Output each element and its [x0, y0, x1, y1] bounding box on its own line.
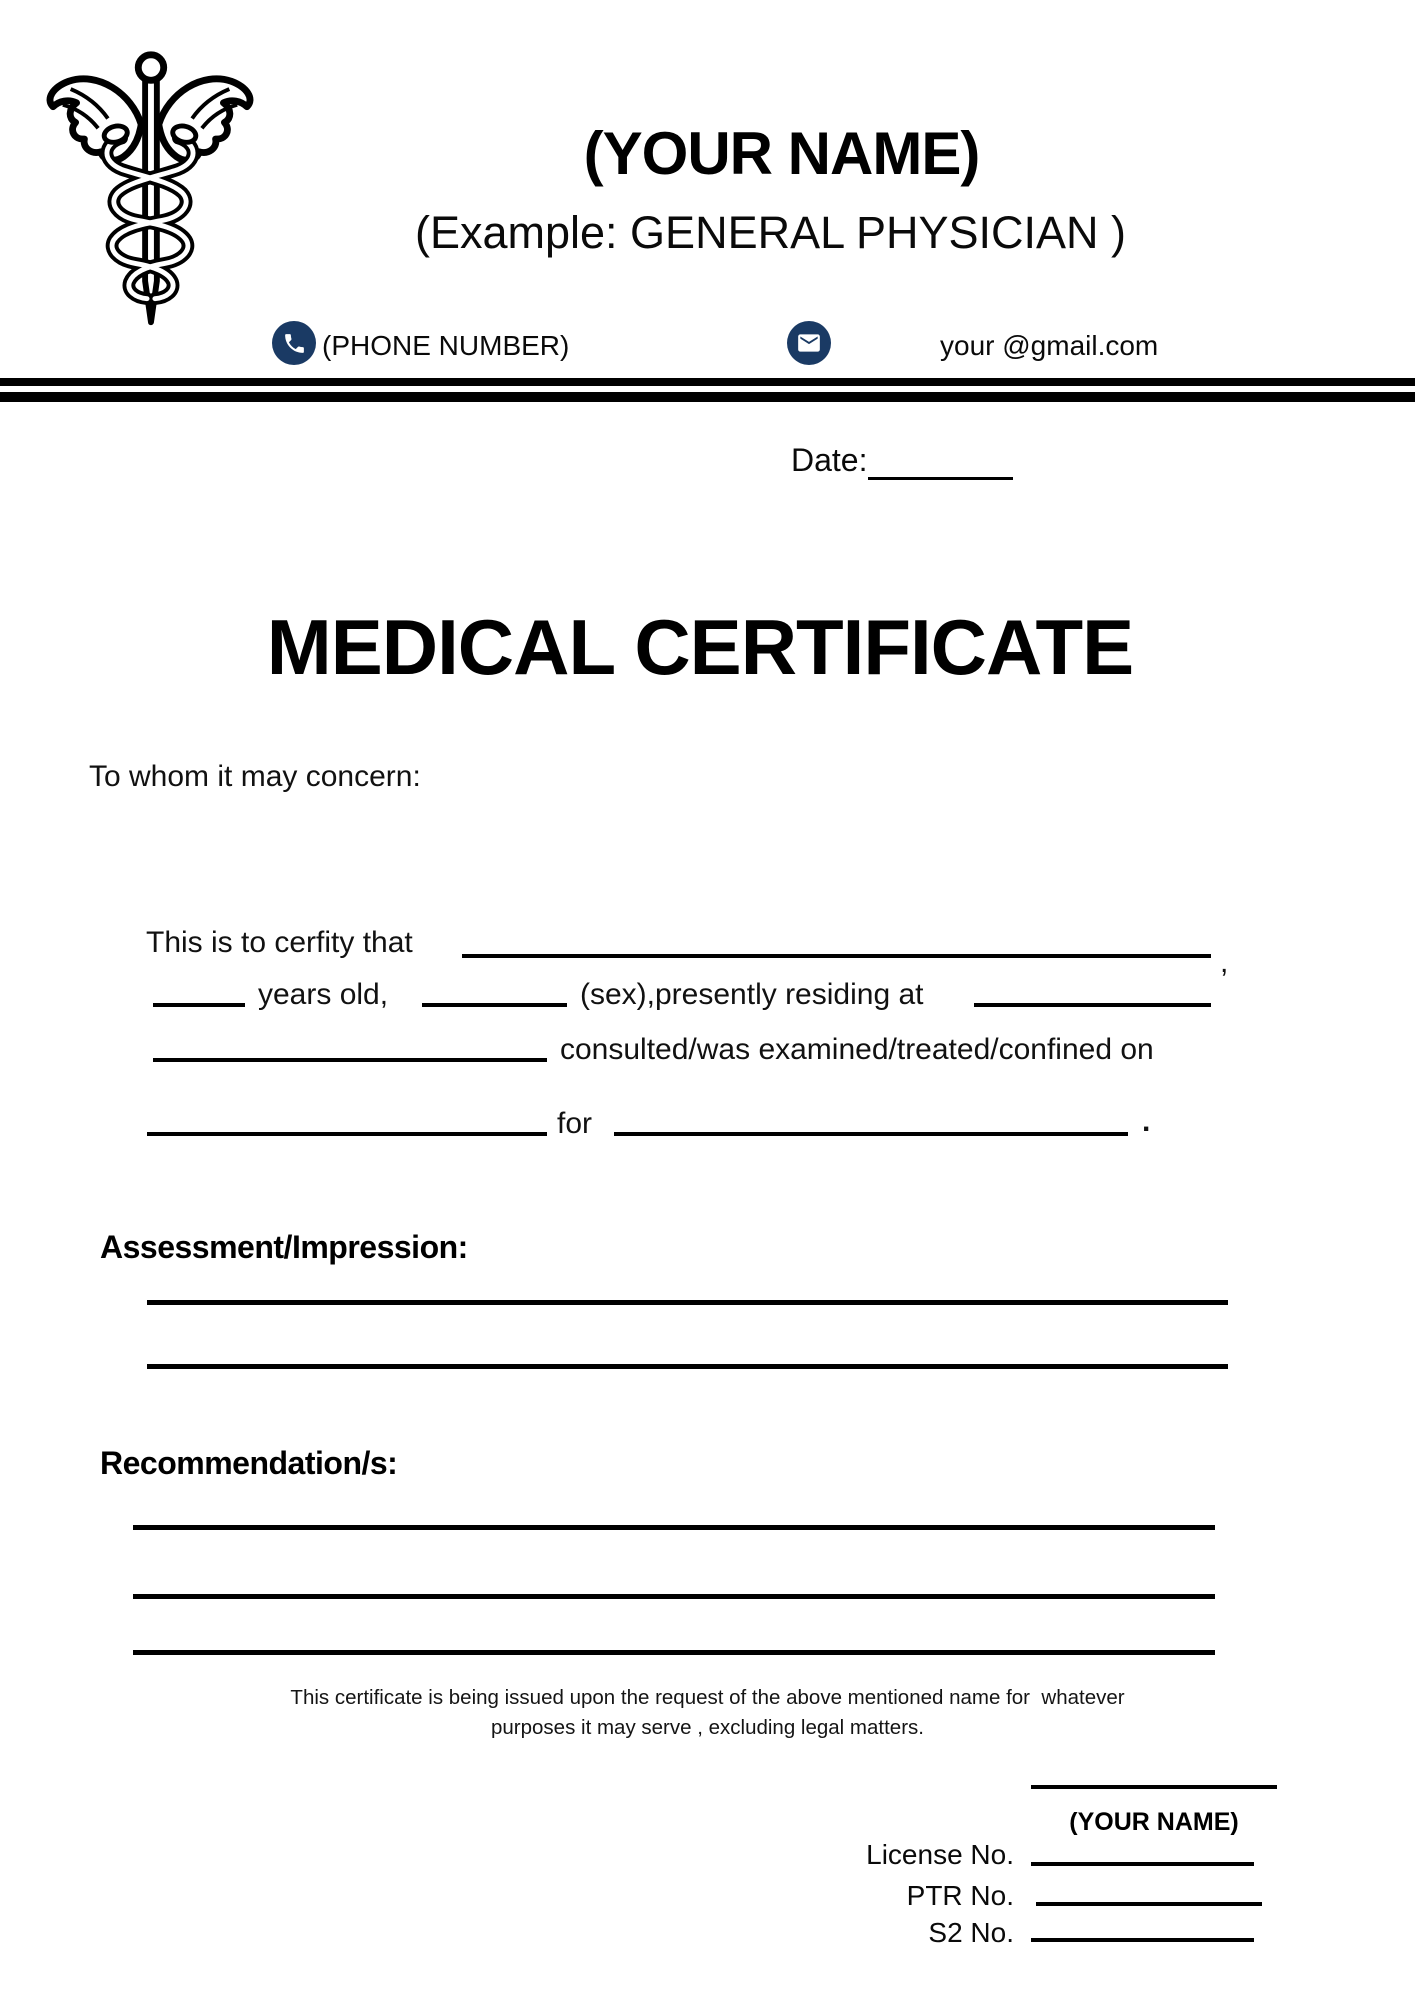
assessment-line-2	[147, 1364, 1228, 1369]
ptr-no-label: PTR No.	[906, 1880, 1014, 1911]
salutation: To whom it may concern:	[89, 760, 421, 793]
sex-blank	[422, 1003, 567, 1007]
for-text: for	[557, 1107, 593, 1140]
header-rule-thin	[0, 378, 1415, 386]
date-label: Date:	[791, 442, 868, 478]
doctor-title: (Example: GENERAL PHYSICIAN )	[414, 207, 1126, 258]
s2-no-label: S2 No.	[928, 1917, 1014, 1948]
phone-number: (PHONE NUMBER)	[322, 330, 570, 361]
recommendation-heading: Recommendation/s:	[100, 1445, 398, 1481]
period-text: .	[1142, 1105, 1151, 1138]
email-address: your @gmail.com	[940, 330, 1159, 361]
caduceus-icon	[36, 46, 264, 330]
signature-line	[1031, 1785, 1277, 1789]
license-no-label: License No.	[866, 1839, 1014, 1870]
header-rule-thick	[0, 392, 1415, 402]
address-blank-2	[153, 1058, 547, 1062]
recommendation-line-2	[133, 1594, 1215, 1599]
comma-text: ,	[1220, 946, 1229, 979]
doctor-name: (YOUR NAME)	[583, 120, 980, 187]
email-icon	[787, 321, 831, 365]
document-title: MEDICAL CERTIFICATE	[266, 603, 1134, 691]
age-blank	[153, 1003, 245, 1007]
disclaimer-line-2: purposes it may serve , excluding legal matters.	[491, 1716, 924, 1739]
ptr-no-blank	[1036, 1902, 1262, 1906]
sex-residing-text: (sex),presently residing at	[580, 978, 924, 1011]
consulted-text: consulted/was examined/treated/confined on	[560, 1033, 1154, 1066]
assessment-heading: Assessment/Impression:	[100, 1229, 468, 1265]
address-blank-1	[974, 1003, 1211, 1007]
certify-text: This is to cerfity that	[146, 926, 413, 959]
date-blank	[868, 477, 1013, 480]
signature-name: (YOUR NAME)	[1069, 1808, 1239, 1836]
assessment-line-1	[147, 1300, 1228, 1305]
patient-name-blank	[462, 954, 1211, 958]
license-no-blank	[1031, 1862, 1254, 1866]
years-old-text: years old,	[258, 978, 389, 1011]
s2-no-blank	[1031, 1938, 1254, 1942]
disclaimer-line-1: This certificate is being issued upon the request of the above mentioned name for whatever	[290, 1686, 1125, 1709]
recommendation-line-1	[133, 1525, 1215, 1530]
phone-icon	[272, 321, 316, 365]
recommendation-line-3	[133, 1650, 1215, 1655]
consult-date-blank	[147, 1132, 547, 1136]
reason-blank	[614, 1132, 1128, 1136]
